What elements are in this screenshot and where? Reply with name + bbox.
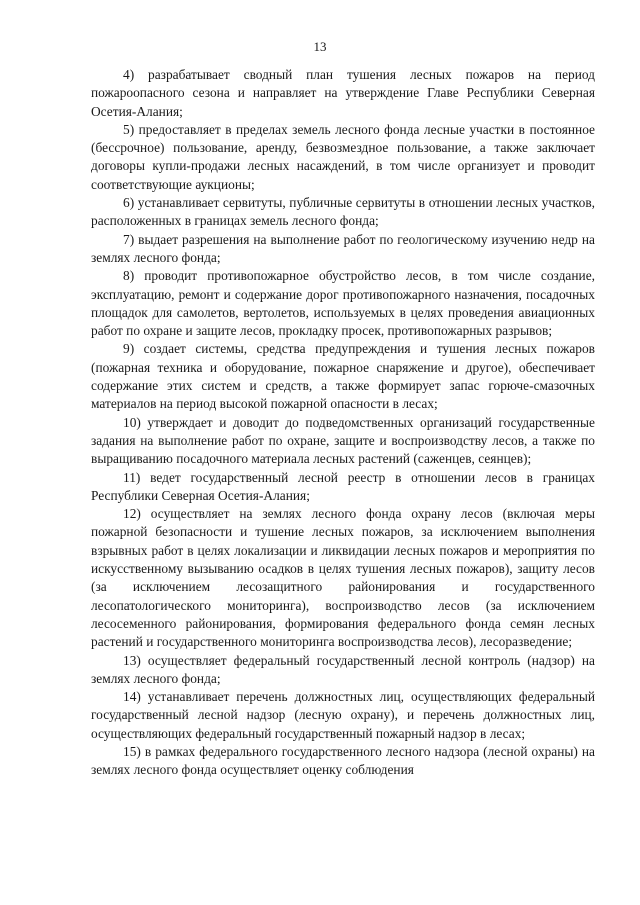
paragraph-item-12: 12) осуществляет на землях лесного фонда охрану лесов (включая меры пожарной безопасности и тушение лесных пожаров, за исключением выполнения взрывных работ в целях локализации и ликвидации лесных пожаров и мероприятия по искусственному вызыванию осадков в целях тушения лесных пожаров), защиту лесов (за исключением лесозащитного районирования и государственного лесопатологического мониторинга), воспроизводство лесов (за исключением лесосеменного районирования, формирования федерального фонда семян лесных растений и государственного мониторинга воспроизводства лесов), лесоразведение;: [91, 506, 595, 650]
paragraph-item-8: 8) проводит противопожарное обустройство лесов, в том числе создание, эксплуатацию, ремонт и содержание дорог противопожарного назначения, посадочных площадок для самолетов, вертолетов, используемых в целях проведения авиационных работ по охране и защите лесов, прокладку просек, противопожарных разрывов;: [91, 268, 595, 339]
paragraph-item-14: 14) устанавливает перечень должностных лиц, осуществляющих федеральный государственный лесной надзор (лесную охрану), и перечень должностных лиц, осуществляющих федеральный государственный пожарный надзор в лесах;: [91, 689, 595, 741]
page-number: 13: [313, 39, 327, 54]
paragraph-item-10: 10) утверждает и доводит до подведомственных организаций государственные задания на выполнение работ по охране, защите и воспроизводству лесов, а также по выращиванию посадочного материала лесных растений (саженцев, сеянцев);: [91, 414, 595, 467]
paragraph-item-15: 15) в рамках федерального государственного лесного надзора (лесной охраны) на землях лесного фонда осуществляет оценку соблюдения: [91, 743, 595, 778]
paragraph-item-11: 11) ведет государственный лесной реестр в отношении лесов в границах Республики Северная Осетия-Алания;: [91, 469, 595, 503]
paragraph-item-13: 13) осуществляет федеральный государственный лесной контроль (надзор) на землях лесного фонда;: [91, 652, 595, 686]
paragraph-item-5: 5) предоставляет в пределах земель лесного фонда лесные участки в постоянное (бессрочное) пользование, аренду, безвозмездное пользование, а также заключает договоры купли-продажи лесных насаждений, в том числе организует и проводит соответствующие аукционы;: [91, 121, 595, 192]
paragraph-item-4: 4) разрабатывает сводный план тушения лесных пожаров на период пожароопасного сезона и направляет на утверждение Главе Республики Северная Осетия-Алания;: [91, 67, 595, 119]
paragraph-item-7: 7) выдает разрешения на выполнение работ по геологическому изучению недр на землях лесного фонда;: [91, 231, 595, 265]
document-body: [91, 66, 595, 780]
paragraph-item-9: 9) создает системы, средства предупреждения и тушения лесных пожаров (пожарная техника и оборудование, пожарное снаряжение и другое), обеспечивает содержание этих систем и средств, а также формирует запас горюче-смазочных материалов на период высокой пожарной опасности в лесах;: [91, 341, 595, 412]
paragraph-item-6: 6) устанавливает сервитуты, публичные сервитуты в отношении лесных участков, расположенных в границах земель лесного фонда;: [91, 195, 595, 229]
